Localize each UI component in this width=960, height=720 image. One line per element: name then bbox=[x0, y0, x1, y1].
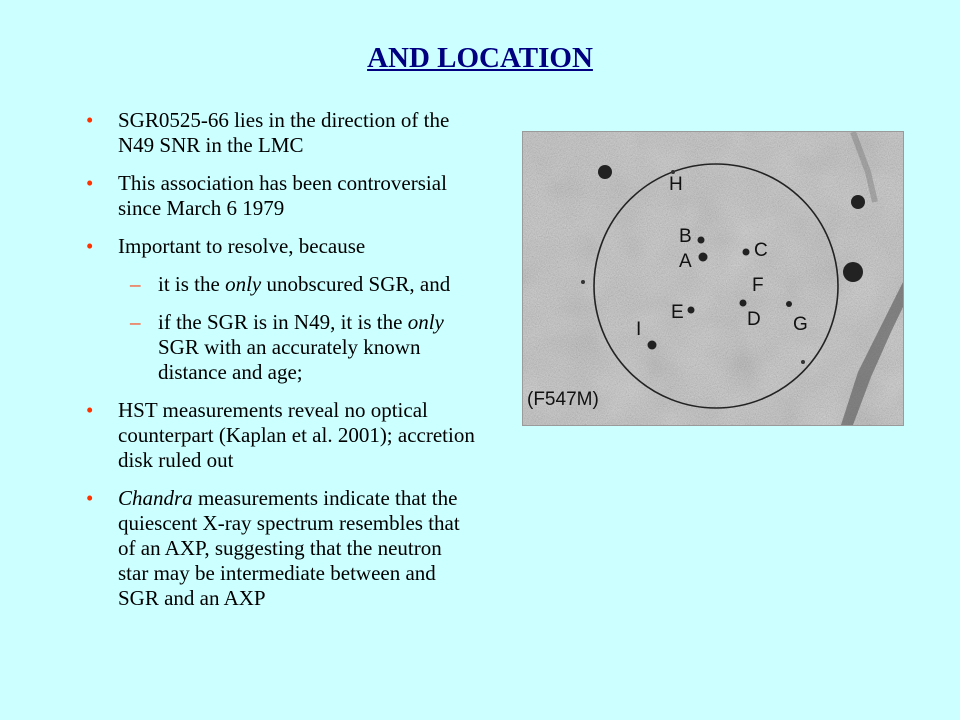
bullet-item bbox=[86, 108, 476, 158]
text-segment: it is the bbox=[158, 272, 226, 296]
label-h: H bbox=[669, 174, 683, 195]
bullet-marker: • bbox=[86, 171, 94, 195]
label-d: D bbox=[747, 309, 761, 330]
label-f: F bbox=[752, 275, 764, 296]
text-segment: This association has been controversial since March 6 1979 bbox=[118, 171, 447, 220]
text-segment: SGR0525-66 lies in the direction of the N49 SNR in the LMC bbox=[118, 108, 450, 157]
text-segment: if the SGR is in N49, it is the bbox=[158, 310, 408, 334]
bullet-item bbox=[86, 398, 476, 473]
text-segment: unobscured SGR, and bbox=[261, 272, 451, 296]
bullet-item bbox=[86, 234, 476, 259]
bullet-item bbox=[86, 171, 476, 221]
text-segment: measurements indicate that the quiescent X-ray spectrum resembles that of an AXP, suggesting that the neutron star may be intermediate between and SGR and an AXP bbox=[118, 486, 460, 610]
label-g: G bbox=[793, 314, 808, 335]
text-segment: Important to resolve, because bbox=[118, 234, 366, 258]
emphasis-text: Chandra bbox=[118, 486, 193, 510]
slide-title: AND LOCATION bbox=[367, 42, 593, 74]
bullet-item bbox=[86, 486, 476, 611]
bullet-marker: • bbox=[86, 486, 94, 510]
label-e: E bbox=[671, 302, 684, 323]
label-i: I bbox=[636, 319, 642, 340]
text-segment: HST measurements reveal no optical counterpart (Kaplan et al. 2001); accretion disk ruled out bbox=[118, 398, 475, 472]
dash-marker: – bbox=[130, 310, 141, 334]
label-a: A bbox=[679, 251, 692, 272]
dash-marker: – bbox=[130, 272, 141, 296]
emphasis-text: only bbox=[225, 272, 262, 296]
filter-caption: (F547M) bbox=[527, 389, 599, 410]
sub-bullet-item bbox=[86, 272, 476, 297]
hst-image bbox=[522, 131, 904, 426]
label-c: C bbox=[754, 240, 768, 261]
bullet-marker: • bbox=[86, 234, 94, 258]
text-segment: SGR with an accurately known distance and age; bbox=[158, 335, 421, 384]
bullet-marker: • bbox=[86, 108, 94, 132]
bullet-marker: • bbox=[86, 398, 94, 422]
sub-bullet-item bbox=[86, 310, 476, 385]
bullet-list bbox=[86, 108, 476, 624]
label-b: B bbox=[679, 226, 692, 247]
emphasis-text: only bbox=[407, 310, 444, 334]
